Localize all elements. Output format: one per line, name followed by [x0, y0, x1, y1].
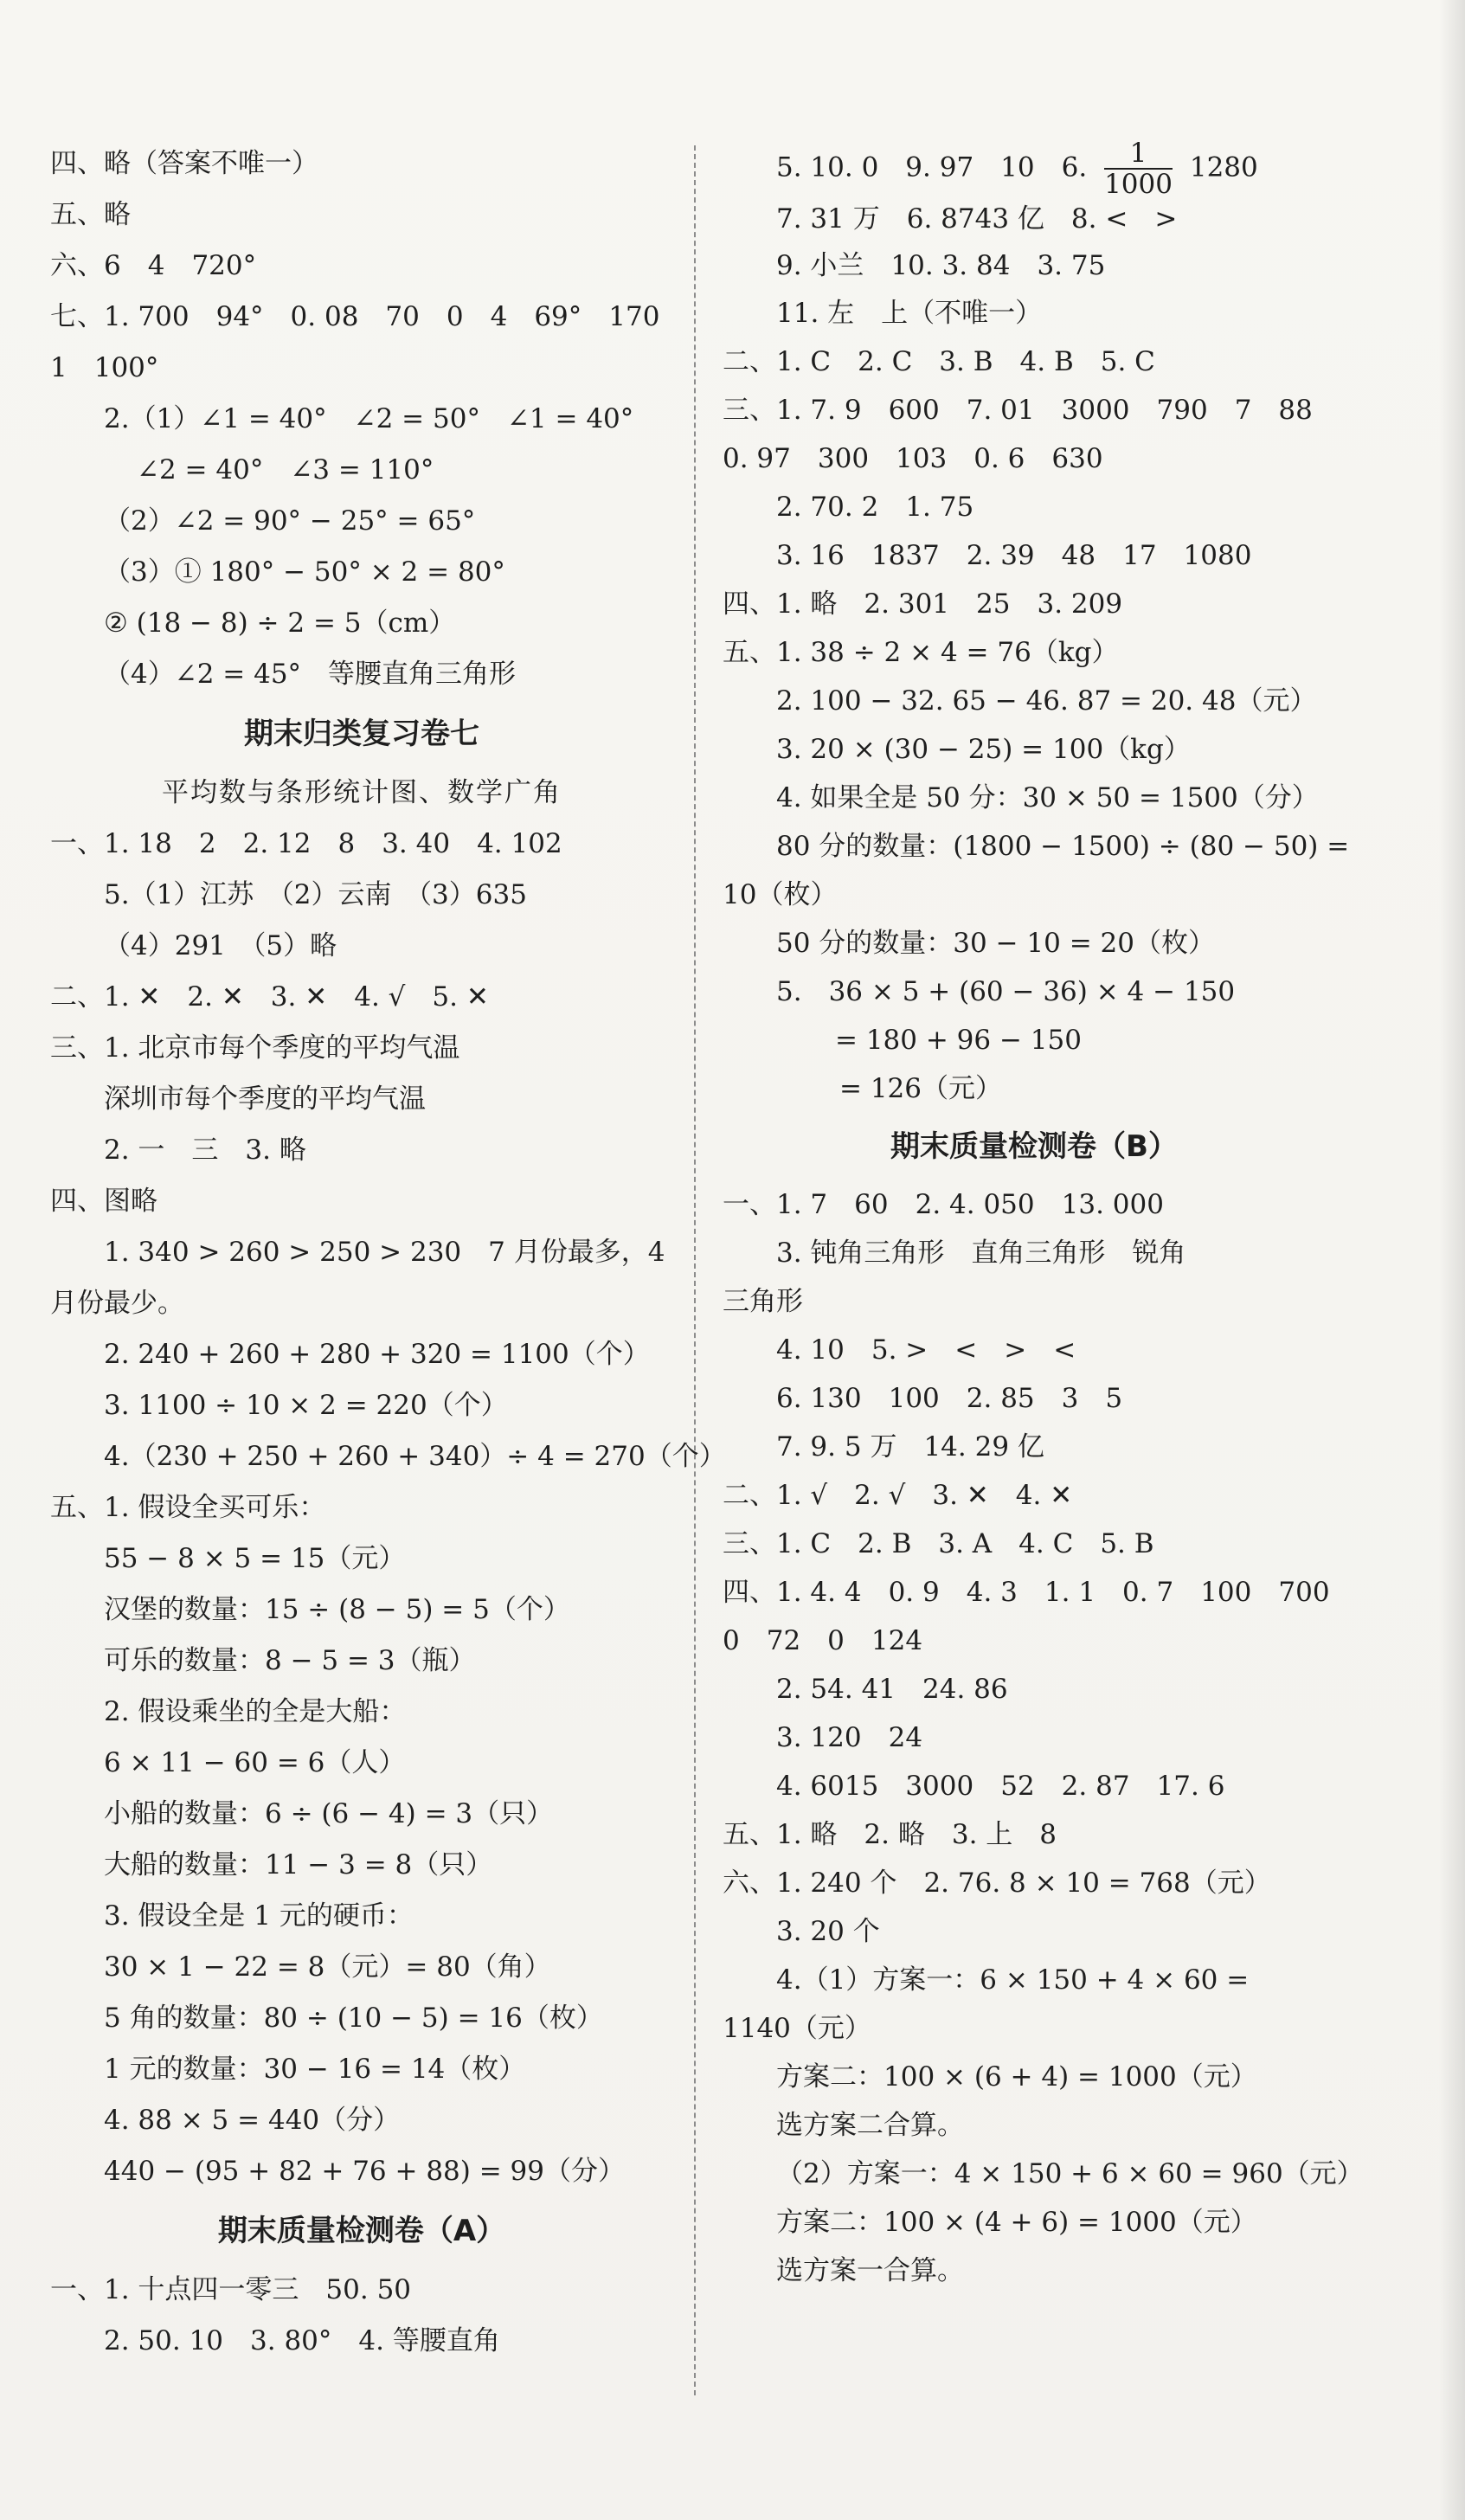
answer-line: 30 × 1 − 22 = 8（元）= 80（角） [104, 1951, 551, 1983]
answer-line: 3. 钝角三角形 直角三角形 锐角 [776, 1238, 1186, 1269]
answer-line: 5.（1）江苏 （2）云南 （3）635 [104, 879, 527, 910]
left-column [50, 138, 726, 2367]
answer-line: 方案二：100 × (6 + 4) = 1000（元） [776, 2061, 1257, 2092]
answer-line: 3. 1100 ÷ 10 × 2 = 220（个） [104, 1390, 508, 1421]
answer-line: 50 分的数量：30 − 10 = 20（枚） [776, 928, 1216, 959]
section-heading: 期末归类复习卷七 [244, 717, 479, 751]
answer-line: 0. 97 300 103 0. 6 630 [723, 443, 1103, 474]
answer-line: 七、1. 700 94° 0. 08 70 0 4 69° 170 [50, 301, 660, 332]
answer-text: 5. 10. 0 9. 97 10 6. [776, 151, 1088, 183]
answer-line: 方案二：100 × (4 + 6) = 1000（元） [776, 2207, 1257, 2238]
answer-line: 1 元的数量：30 − 16 = 14（枚） [104, 2054, 526, 2085]
answer-line: 三角形 [723, 1286, 803, 1317]
answer-line: 4. 如果全是 50 分：30 × 50 = 1500（分） [776, 782, 1319, 813]
answer-line: 10（枚） [723, 879, 838, 910]
answer-line: 3. 16 1837 2. 39 48 17 1080 [776, 540, 1252, 571]
answer-line: 三、1. 7. 9 600 7. 01 3000 790 7 88 [723, 395, 1313, 426]
answer-line: 4. 6015 3000 52 2. 87 17. 6 [776, 1771, 1225, 1802]
answer-line: 大船的数量：11 − 3 = 8（只） [104, 1849, 493, 1880]
answer-line: 月份最少。 [50, 1288, 184, 1319]
answer-line: 四、略（答案不唯一） [50, 148, 318, 179]
answer-line: 4.（230 + 250 + 260 + 340）÷ 4 = 270（个） [104, 1441, 726, 1472]
answer-line: 2. 54. 41 24. 86 [776, 1674, 1008, 1705]
answer-text: 1280 [1189, 151, 1258, 183]
answer-line: 4. 88 × 5 = 440（分） [104, 2105, 401, 2136]
section-heading: 期末质量检测卷（A） [217, 2214, 506, 2248]
answer-line: 六、6 4 720° [50, 250, 257, 281]
answer-line: 1. 340 > 260 > 250 > 230 7 月份最多，4 [104, 1237, 665, 1268]
answer-line: 五、略 [50, 199, 131, 230]
answer-line: 四、1. 4. 4 0. 9 4. 3 1. 1 0. 7 100 700 [723, 1577, 1330, 1608]
answer-line: 二、1. C 2. C 3. B 4. B 5. C [723, 346, 1155, 377]
answer-line: （3）① 180° − 50° × 2 = 80° [104, 556, 505, 588]
answer-line [723, 138, 1346, 200]
answer-line: 6. 130 100 2. 85 3 5 [776, 1383, 1123, 1414]
answer-line: 2. 一 三 3. 略 [104, 1135, 306, 1166]
answer-line: 小船的数量：6 ÷ (6 − 4) = 3（只） [104, 1798, 554, 1829]
page-edge-shadow [1439, 0, 1465, 2520]
answer-line: 深圳市每个季度的平均气温 [104, 1083, 426, 1115]
answer-line: 2. 70. 2 1. 75 [776, 492, 974, 523]
answer-line: 汉堡的数量：15 ÷ (8 − 5) = 5（个） [104, 1594, 570, 1625]
answer-line: 三、1. C 2. B 3. A 4. C 5. B [723, 1528, 1154, 1559]
answer-line: 二、1. ✕ 2. ✕ 3. ✕ 4. √ 5. ✕ [50, 981, 489, 1012]
answer-line: 0 72 0 124 [723, 1625, 923, 1656]
answer-line: 三、1. 北京市每个季度的平均气温 [50, 1032, 460, 1064]
answer-line: （4）∠2 = 45° 等腰直角三角形 [104, 659, 517, 690]
answer-line: （2）∠2 = 90° − 25° = 65° [104, 505, 476, 537]
answer-line: ② (18 − 8) ÷ 2 = 5（cm） [104, 608, 456, 639]
answer-line: 2. 50. 10 3. 80° 4. 等腰直角 [104, 2325, 500, 2356]
answer-line: 4.（1）方案一：6 × 150 + 4 × 60 = [776, 1964, 1250, 1996]
answer-line: 一、1. 十点四一零三 50. 50 [50, 2274, 412, 2305]
answer-line: 3. 20 个 [776, 1916, 880, 1947]
answer-line: （4）291 （5）略 [104, 930, 337, 961]
answer-line: 5 角的数量：80 ÷ (10 − 5) = 16（枚） [104, 2002, 603, 2034]
answer-line: 3. 120 24 [776, 1722, 923, 1753]
fraction [1104, 138, 1173, 199]
answer-line: 5. 36 × 5 + (60 − 36) × 4 − 150 [776, 976, 1236, 1007]
answer-line: 五、1. 38 ÷ 2 × 4 = 76（kg） [723, 637, 1119, 668]
answer-line: 选方案二合算。 [776, 2110, 964, 2141]
answer-line: 选方案一合算。 [776, 2255, 964, 2286]
answer-line: 440 − (95 + 82 + 76 + 88) = 99（分） [104, 2156, 626, 2187]
answer-line: 4. 10 5. > < > < [776, 1334, 1076, 1366]
answer-line: 2. 240 + 260 + 280 + 320 = 1100（个） [104, 1339, 650, 1370]
column-divider [694, 145, 696, 2395]
fraction-numerator: 1 [1104, 138, 1173, 170]
answer-line: 80 分的数量：(1800 − 1500) ÷ (80 − 50) = [776, 831, 1350, 862]
answer-line: 六、1. 240 个 2. 76. 8 × 10 = 768（元） [723, 1868, 1271, 1899]
answer-line: 1 100° [50, 352, 159, 383]
answer-line: = 180 + 96 − 150 [835, 1025, 1082, 1056]
section-heading: 期末质量检测卷（B） [890, 1129, 1178, 1164]
answer-line: 11. 左 上（不唯一） [776, 298, 1043, 329]
answer-line: 3. 20 × (30 − 25) = 100（kg） [776, 734, 1191, 765]
answer-line: 四、1. 略 2. 301 25 3. 209 [723, 588, 1123, 620]
answer-line: 2.（1）∠1 = 40° ∠2 = 50° ∠1 = 40° [104, 403, 634, 434]
answer-line: 7. 9. 5 万 14. 29 亿 [776, 1431, 1044, 1462]
answer-line: 6 × 11 − 60 = 6（人） [104, 1747, 406, 1778]
fraction-denominator: 1000 [1104, 169, 1173, 200]
section-subheading: 平均数与条形统计图、数学广角 [162, 777, 562, 808]
answer-line: 四、图略 [50, 1186, 157, 1217]
answer-line: 1140（元） [723, 2013, 871, 2044]
answer-line: 7. 31 万 6. 8743 亿 8. < > [776, 203, 1178, 235]
answer-line: 3. 假设全是 1 元的硬币： [104, 1900, 414, 1932]
answer-line: 2. 假设乘坐的全是大船： [104, 1696, 407, 1727]
answer-line: 五、1. 略 2. 略 3. 上 8 [723, 1819, 1057, 1850]
answer-line: 一、1. 7 60 2. 4. 050 13. 000 [723, 1189, 1164, 1220]
answer-line: 9. 小兰 10. 3. 84 3. 75 [776, 250, 1106, 281]
answer-line: （2）方案一：4 × 150 + 6 × 60 = 960（元） [776, 2158, 1364, 2189]
answer-line: 2. 100 − 32. 65 − 46. 87 = 20. 48（元） [776, 685, 1317, 717]
answer-line: 一、1. 18 2 2. 12 8 3. 40 4. 102 [50, 828, 562, 859]
answer-line: ∠2 = 40° ∠3 = 110° [137, 454, 434, 485]
answer-line: 可乐的数量：8 − 5 = 3（瓶） [104, 1645, 476, 1676]
answer-line: 二、1. √ 2. √ 3. ✕ 4. ✕ [723, 1480, 1073, 1511]
right-column [723, 138, 1364, 2295]
answer-line: 五、1. 假设全买可乐： [50, 1492, 326, 1523]
answer-line: 55 − 8 × 5 = 15（元） [104, 1543, 406, 1574]
answer-line: = 126（元） [839, 1073, 1002, 1104]
